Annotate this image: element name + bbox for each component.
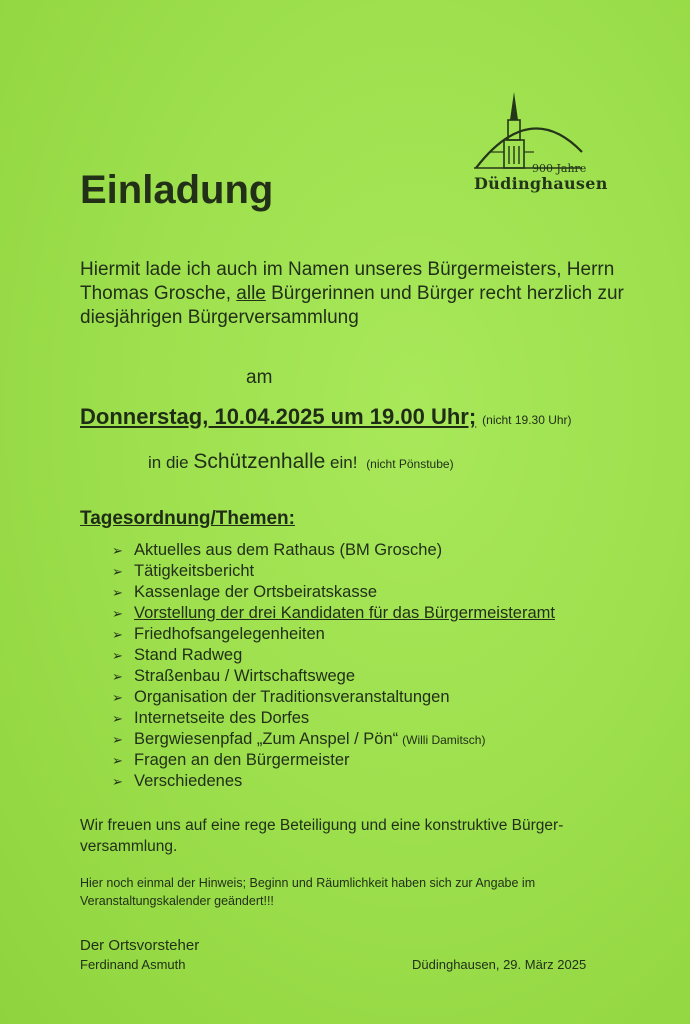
agenda-item: [112, 624, 632, 645]
hint-paragraph: Hier noch einmal der Hinweis; Beginn und Räumlichkeit haben sich zur Angabe im Veranstaltungskalender geändert!!!: [80, 876, 536, 908]
anniversary-logo: [470, 90, 608, 195]
agenda-item-text: Stand Radweg: [134, 646, 243, 664]
intro-underlined-word: alle: [236, 283, 266, 304]
intro-text-part1: Hiermit lade ich auch im Namen unseres Bürgermeisters, Herrn Thomas Grosche,: [80, 259, 615, 304]
arrow-bullet-icon: ➢: [112, 774, 123, 789]
arrow-bullet-icon: ➢: [112, 564, 123, 579]
agenda-list: [112, 540, 632, 792]
arrow-bullet-icon: ➢: [112, 753, 123, 768]
agenda-item: [112, 603, 632, 624]
agenda-item-note: (Willi Damitsch): [402, 733, 486, 747]
event-date-note: (nicht 19.30 Uhr): [482, 413, 572, 427]
arrow-bullet-icon: ➢: [112, 732, 123, 747]
logo-village-name: Düdinghausen: [474, 174, 608, 193]
agenda-item: [112, 540, 632, 561]
agenda-item-text: Organisation der Traditionsveranstaltungen: [134, 688, 450, 706]
agenda-item-text: Tätigkeitsbericht: [134, 562, 255, 580]
venue-line: [148, 450, 454, 474]
agenda-item-text: Verschiedenes: [134, 772, 243, 790]
agenda-item-text: Kassenlage der Ortsbeiratskasse: [134, 583, 378, 601]
signature-role: Der Ortsvorsteher: [80, 937, 200, 954]
agenda-item-text: Internetseite des Dorfes: [134, 709, 310, 727]
signature-name: Ferdinand Asmuth: [80, 957, 186, 972]
agenda-item: [112, 687, 632, 708]
place-and-date: Düdinghausen, 29. März 2025: [412, 957, 587, 972]
agenda-item-text: Vorstellung der drei Kandidaten für das Bürgermeisteramt: [134, 604, 555, 622]
agenda-item: [112, 561, 632, 582]
agenda-item-text: Fragen an den Bürgermeister: [134, 751, 350, 769]
arrow-bullet-icon: ➢: [112, 543, 123, 558]
am-label: am: [246, 367, 273, 388]
agenda-item-text: Straßenbau / Wirtschaftswege: [134, 667, 356, 685]
logo-anniversary-text: 900 Jahre: [532, 162, 587, 175]
arrow-bullet-icon: ➢: [112, 669, 123, 684]
agenda-heading: Tagesordnung/Themen:: [80, 508, 295, 529]
intro-paragraph: [80, 258, 650, 330]
church-arch-icon: [470, 90, 590, 170]
agenda-item: [112, 771, 632, 792]
agenda-item-text: Friedhofsangelegenheiten: [134, 625, 325, 643]
page-title: Einladung: [80, 168, 274, 212]
arrow-bullet-icon: ➢: [112, 711, 123, 726]
agenda-item: [112, 708, 632, 729]
event-date: Donnerstag, 10.04.2025 um 19.00 Uhr;: [80, 404, 477, 429]
agenda-item: [112, 750, 632, 771]
venue-suffix: ein!: [325, 453, 358, 472]
closing-paragraph: Wir freuen uns auf eine rege Beteiligung und eine konstruktive Bürger-versammlung.: [80, 817, 564, 855]
agenda-item-text: Aktuelles aus dem Rathaus (BM Grosche): [134, 541, 443, 559]
agenda-item: [112, 582, 632, 603]
intro-text-part2: Bürgerinnen und Bürger recht herzlich zur diesjährigen Bürgerversammlung: [80, 283, 624, 328]
agenda-item-text: Bergwiesenpfad „Zum Anspel / Pön“: [134, 730, 399, 748]
event-date-line: [80, 404, 572, 430]
venue-prefix: in die: [148, 453, 194, 472]
arrow-bullet-icon: ➢: [112, 648, 123, 663]
arrow-bullet-icon: ➢: [112, 606, 123, 621]
arrow-bullet-icon: ➢: [112, 585, 123, 600]
arrow-bullet-icon: ➢: [112, 627, 123, 642]
venue-hall: Schützenhalle: [193, 450, 326, 473]
agenda-item: [112, 645, 632, 666]
arrow-bullet-icon: ➢: [112, 690, 123, 705]
venue-note: (nicht Pönstube): [366, 457, 454, 471]
agenda-item: [112, 729, 632, 750]
agenda-item: [112, 666, 632, 687]
